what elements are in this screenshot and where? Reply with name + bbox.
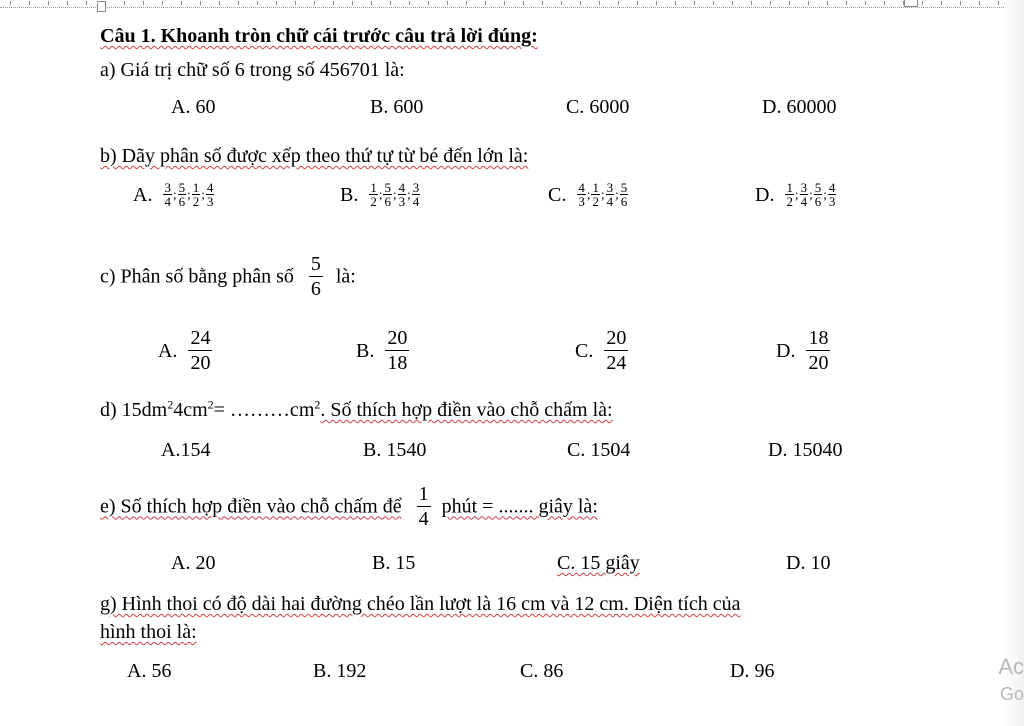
fraction-denominator: 20 [808, 352, 829, 374]
ruler-tick [428, 1, 429, 5]
fraction [385, 326, 409, 375]
ruler-tick [998, 1, 999, 5]
ruler-tick [979, 1, 980, 5]
separator: ; [187, 186, 191, 202]
question-a: a) Giá trị chữ số 6 trong số 456701 là: [100, 59, 405, 81]
page-edge [1004, 0, 1024, 726]
fraction-numerator: 5 [178, 180, 186, 195]
question-g-text2: hình thoi là: [100, 621, 197, 643]
separator: ; [201, 186, 205, 202]
fraction [577, 181, 586, 208]
fraction [806, 326, 830, 375]
question-e-fraction [417, 482, 431, 531]
ruler-tick [466, 1, 467, 5]
fraction-numerator: 24 [190, 327, 211, 349]
fraction-denominator: 3 [206, 194, 214, 209]
fraction-numerator: 20 [387, 327, 408, 349]
option-e-B[interactable]: B. 15 [372, 552, 416, 574]
ruler-tick [827, 1, 828, 5]
fraction [828, 181, 837, 208]
ruler-tick [523, 1, 524, 5]
ruler-tick [48, 1, 49, 5]
fraction-numerator: 1 [418, 483, 429, 505]
fraction-denominator: 6 [178, 194, 186, 209]
ruler-tick [181, 1, 182, 5]
ruler-tick [637, 1, 638, 5]
option-g-C[interactable]: C. 86 [520, 660, 564, 682]
ruler-tick [922, 1, 923, 5]
ruler-tick [580, 1, 581, 5]
option-a-C[interactable]: C. 6000 [566, 96, 630, 118]
option-d-A[interactable]: A.154 [161, 439, 211, 461]
question-d [100, 398, 613, 422]
ruler-tick [333, 1, 334, 5]
ruler-tick [732, 1, 733, 5]
ruler-tick [352, 1, 353, 5]
option-g-B[interactable]: B. 192 [313, 660, 367, 682]
fraction-denominator: 4 [606, 194, 614, 209]
fraction-denominator: 3 [398, 194, 406, 209]
fraction-numerator: 5 [620, 180, 628, 195]
question-c [100, 252, 356, 301]
right-indent-marker[interactable] [904, 0, 918, 7]
option-c-A[interactable] [158, 326, 215, 375]
ruler-tick [504, 1, 505, 5]
ruler-tick [124, 1, 125, 5]
ruler-tick [675, 1, 676, 5]
ruler-tick [485, 1, 486, 5]
separator: ; [600, 186, 605, 202]
ruler-tick [808, 1, 809, 5]
ruler-tick [865, 1, 866, 5]
ruler-tick [846, 1, 847, 5]
option-c-D[interactable] [776, 326, 833, 375]
question-d-part2: 4cm [173, 399, 208, 421]
question-b-text: b) Dãy phân số được xếp theo thứ tự từ bé đến lớn là: [100, 145, 529, 167]
fraction [606, 181, 615, 208]
fraction-numerator: 20 [606, 327, 627, 349]
ruler-tick [29, 1, 30, 5]
question-b [100, 144, 528, 168]
fraction-numerator: 5 [384, 180, 391, 195]
ruler-tick [257, 1, 258, 5]
fraction [785, 181, 794, 208]
fraction-denominator: 20 [190, 352, 211, 374]
fraction-denominator: 6 [814, 194, 822, 209]
option-b-B[interactable] [340, 181, 421, 208]
ruler-tick [143, 1, 144, 5]
option-e-C[interactable] [557, 551, 640, 575]
ruler-tick [941, 1, 942, 5]
question-c-prefix: c) Phân số bằng phân số [100, 265, 294, 288]
ruler-tick [447, 1, 448, 5]
option-d-B[interactable]: B. 1540 [363, 439, 427, 461]
option-a-D[interactable]: D. 60000 [762, 96, 837, 118]
ruler-tick [314, 1, 315, 5]
fraction-denominator: 6 [620, 194, 628, 209]
fraction [620, 181, 629, 208]
ruler-tick [694, 1, 695, 5]
ruler-tick [371, 1, 372, 5]
question-c-fraction [309, 252, 323, 301]
option-letter: C. [548, 183, 567, 206]
ruler-tick [162, 1, 163, 5]
ruler-tick [390, 1, 391, 5]
fraction [412, 181, 421, 208]
fraction-denominator: 6 [384, 194, 391, 209]
ruler-tick [884, 1, 885, 5]
option-b-A[interactable] [133, 181, 215, 208]
ruler-tick [86, 1, 87, 5]
fraction-numerator: 3 [412, 180, 420, 195]
separator: ; [586, 186, 591, 202]
fraction-numerator: 4 [578, 180, 585, 195]
fraction-denominator: 2 [786, 194, 793, 209]
fraction-denominator: 3 [828, 194, 836, 209]
fraction-numerator: 1 [786, 180, 793, 195]
fraction-numerator: 18 [808, 327, 829, 349]
question-d-part3: = ………cm [213, 399, 315, 421]
option-letter: B. [340, 183, 359, 206]
fraction-denominator: 4 [164, 194, 171, 209]
question-c-suffix: là: [335, 265, 356, 288]
fraction-numerator: 1 [192, 180, 200, 195]
separator: ; [809, 186, 813, 202]
fraction-denominator: 6 [310, 278, 321, 300]
option-e-A[interactable]: A. 20 [171, 552, 216, 574]
option-g-D[interactable]: D. 96 [730, 660, 775, 682]
watermark-text-2: Go [999, 684, 1024, 704]
ruler-tick [599, 1, 600, 5]
ruler-tick [10, 1, 11, 5]
ruler-tick [219, 1, 220, 5]
ruler-tick [276, 1, 277, 5]
fraction-denominator: 24 [606, 352, 627, 374]
fraction [206, 181, 215, 208]
ruler-tick [751, 1, 752, 5]
question-d-sup2: 2 [207, 397, 214, 412]
fraction [800, 181, 809, 208]
question-e-prefix: e) Số thích hợp điền vào chỗ chấm để [100, 495, 402, 518]
option-letter: C. [575, 339, 594, 362]
fraction-numerator: 5 [814, 180, 822, 195]
question-d-sup3: 2 [314, 397, 321, 412]
question-g-line2 [100, 620, 197, 644]
option-letter: D. [755, 183, 775, 206]
fraction-numerator: 3 [800, 180, 808, 195]
watermark-text-1: Ac [998, 654, 1024, 679]
option-letter: A. [133, 183, 153, 206]
ruler-tick [960, 1, 961, 5]
option-letter: B. [356, 339, 375, 362]
ruler-tick [789, 1, 790, 5]
fraction-numerator: 4 [828, 180, 836, 195]
fraction [178, 181, 187, 208]
option-letter: D. [776, 339, 796, 362]
option-b-C[interactable] [548, 181, 629, 208]
option-d-D[interactable]: D. 15040 [768, 439, 843, 461]
option-e-D[interactable]: D. 10 [786, 552, 831, 574]
fraction-denominator: 4 [800, 194, 808, 209]
fraction [163, 181, 172, 208]
fraction-numerator: 5 [310, 253, 321, 275]
ruler-tick [656, 1, 657, 5]
fraction-numerator: 1 [592, 180, 599, 195]
ruler-tick [770, 1, 771, 5]
fraction [591, 181, 600, 208]
fraction [188, 326, 212, 375]
option-a-A[interactable]: A. 60 [171, 96, 216, 118]
fraction-numerator: 1 [370, 180, 377, 195]
separator: ; [615, 186, 619, 202]
fraction-denominator: 4 [412, 194, 420, 209]
fraction [604, 326, 628, 375]
ruler-tick [200, 1, 201, 5]
separator: ; [407, 186, 411, 202]
fraction-numerator: 3 [606, 180, 614, 195]
separator: ; [794, 186, 799, 202]
option-d-C[interactable]: C. 1504 [567, 439, 631, 461]
separator: ; [378, 186, 383, 202]
fraction-denominator: 4 [418, 508, 429, 530]
ruler[interactable] [0, 0, 1024, 8]
question-g-text1: g) Hình thoi có độ dài hai đường chéo lần lượt là 16 cm và 12 cm. Diện tích của [100, 593, 741, 615]
ruler-tick [67, 1, 68, 5]
option-letter: A. [158, 339, 178, 362]
fraction [192, 181, 201, 208]
fraction-numerator: 3 [164, 180, 171, 195]
fraction-numerator: 4 [206, 180, 214, 195]
option-c-B[interactable] [356, 326, 412, 375]
title-text: Câu 1. Khoanh tròn chữ cái trước câu trả lời đúng: [100, 25, 538, 47]
question-title [100, 24, 538, 48]
fraction [383, 181, 392, 208]
ruler-tick [542, 1, 543, 5]
option-e-C-text: C. 15 giây [557, 552, 640, 574]
ruler-tick [295, 1, 296, 5]
question-e [100, 482, 598, 531]
ruler-tick [713, 1, 714, 5]
question-g-line1 [100, 592, 740, 616]
indent-marker[interactable] [97, 1, 106, 12]
fraction-denominator: 2 [592, 194, 599, 209]
question-e-suffix: phút = ....... giây là: [441, 495, 598, 518]
fraction-denominator: 18 [387, 352, 408, 374]
ruler-tick [238, 1, 239, 5]
fraction-denominator: 2 [192, 194, 200, 209]
fraction [814, 181, 823, 208]
fraction-numerator: 4 [398, 180, 406, 195]
separator: ; [392, 186, 397, 202]
ruler-tick [409, 1, 410, 5]
option-c-C[interactable] [575, 326, 631, 375]
ruler-tick [561, 1, 562, 5]
separator: ; [172, 186, 177, 202]
question-d-part1: d) 15dm [100, 399, 168, 421]
fraction-denominator: 3 [578, 194, 585, 209]
ruler-tick [618, 1, 619, 5]
option-g-A[interactable]: A. 56 [127, 660, 172, 682]
option-b-D[interactable] [755, 181, 837, 208]
fraction-denominator: 2 [370, 194, 377, 209]
question-d-part4: . Số thích hợp điền vào chỗ chấm là: [320, 399, 613, 421]
fraction [398, 181, 407, 208]
fraction [369, 181, 378, 208]
option-a-B[interactable]: B. 600 [370, 96, 424, 118]
question-d-sup1: 2 [167, 397, 174, 412]
separator: ; [823, 186, 827, 202]
